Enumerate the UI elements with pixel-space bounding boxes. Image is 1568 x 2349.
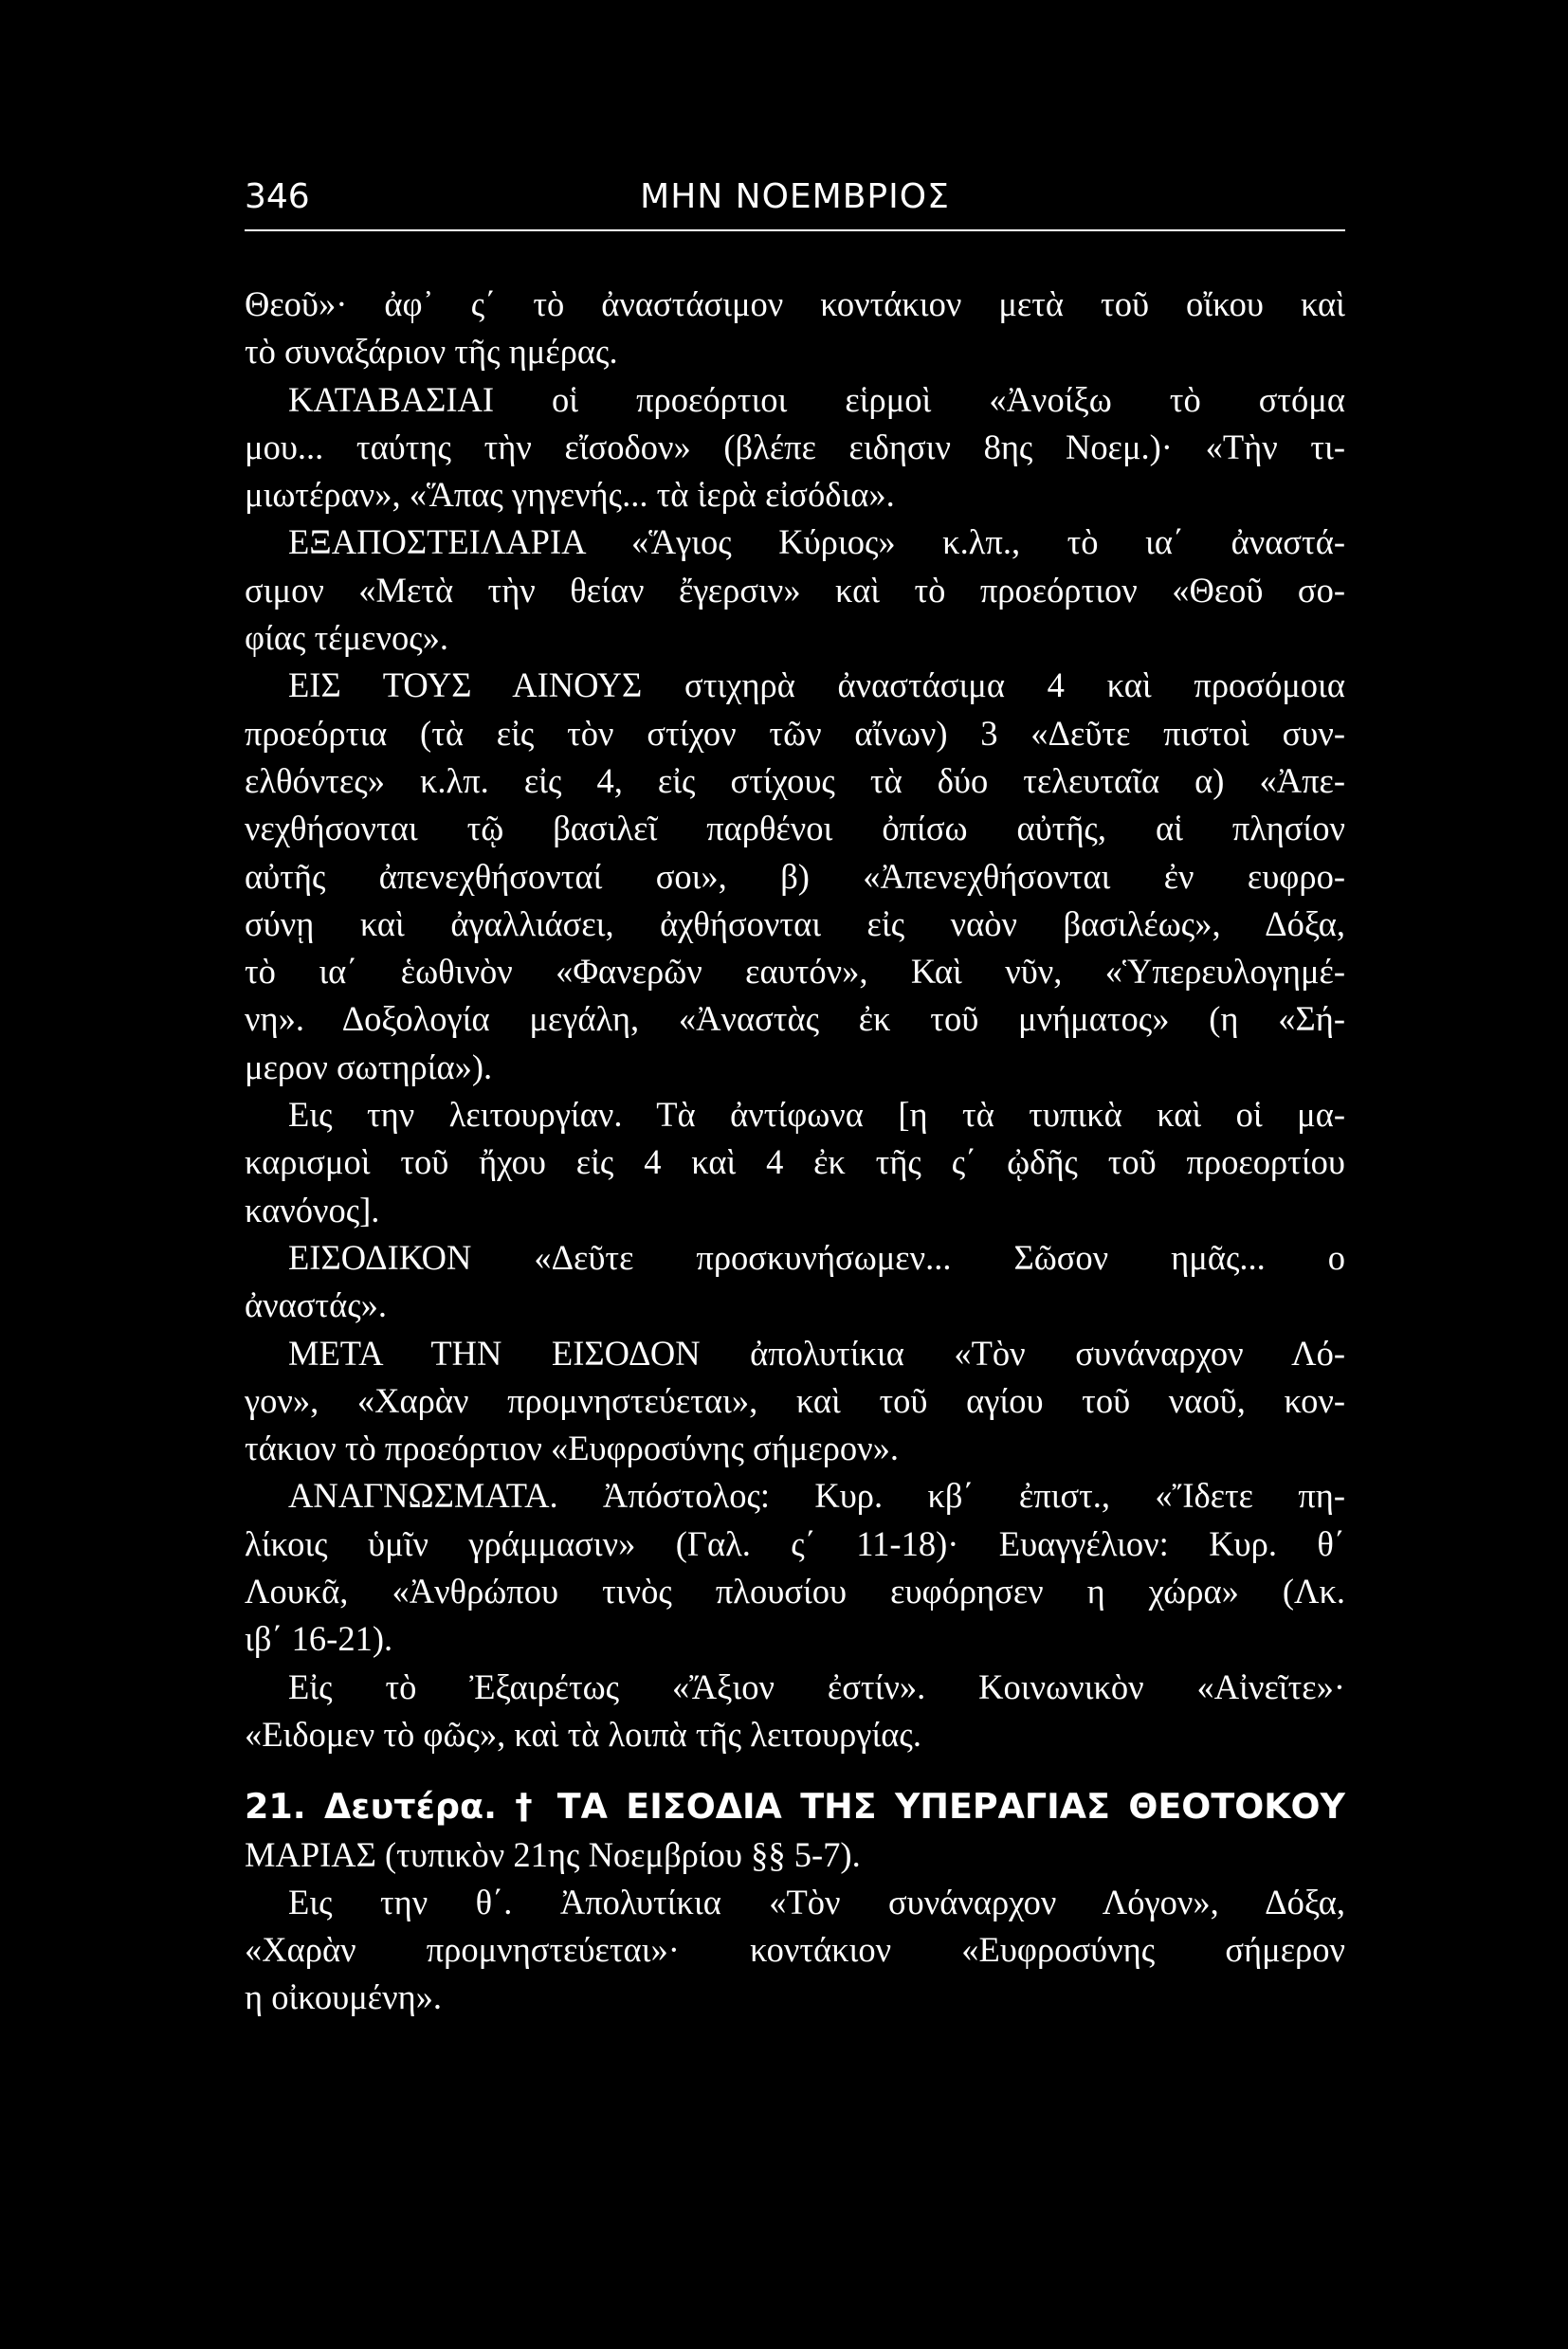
text-line: σιμον «Μετὰ τὴν θείαν ἔγερσιν» καὶ τὸ προεόρτιον «Θεοῦ σο- <box>245 570 1345 610</box>
text-line: νεχθήσονται τῷ βασιλεῖ παρθένοι ὀπίσω αὐτῆς, αἱ πλησίον <box>245 809 1345 848</box>
text-line: «Ειδομεν τὸ φῶς», καὶ τὰ λοιπὰ τῆς λειτουργίας. <box>245 1714 921 1754</box>
text-line: μιωτέραν», «Ἅπας γηγενής... τὰ ἱερὰ εἰσόδια». <box>245 475 895 515</box>
text-line: Εις την λειτουργίαν. Τὰ ἀντίφωνα [η τὰ τυπικὰ καὶ οἱ μα- <box>288 1095 1345 1135</box>
text-line: αὐτῆς ἀπενεχθήσονταί σοι», β) «Ἀπενεχθήσονται ἐν ευφρο- <box>245 856 1345 896</box>
text-line: κανόνος]. <box>245 1190 380 1229</box>
text-line: ελθόντες» κ.λπ. εἰς 4, εἰς στίχους τὰ δύο τελευταῖα α) «Ἀπε- <box>245 760 1345 800</box>
page-number: 346 <box>245 177 310 216</box>
text-line: ΕΙΣ ΤΟΥΣ ΑΙΝΟΥΣ στιχηρὰ ἀναστάσιμα 4 καὶ προσόμοια <box>288 665 1345 705</box>
text-line: Εις την θ΄. Ἀπολυτίκια «Τὸν συνάναρχον Λόγον», Δόξα, <box>288 1882 1345 1921</box>
body-text <box>245 281 1345 2022</box>
text-line: φίας τέμενος». <box>245 618 449 658</box>
text-line: ΜΕΤΑ ΤΗΝ ΕΙΣΟΔΟΝ ἀπολυτίκια «Τὸν συνάναρχον Λό- <box>288 1333 1345 1373</box>
text-line: ιβ΄ 16-21). <box>245 1619 393 1659</box>
text-line: νη». Δοξολογία μεγάλη, «Ἀναστὰς ἐκ τοῦ μνήματος» (η «Σή- <box>245 999 1345 1039</box>
text-line: «Χαρὰν προμνηστεύεται»· κοντάκιον «Ευφροσύνης σήμερον <box>245 1930 1345 1970</box>
text-line: ΚΑΤΑΒΑΣΙΑΙ οἱ προεόρτιοι εἱρμοὶ «Ἀνοίξω τὸ στόμα <box>288 379 1345 419</box>
text-line: Εἰς τὸ Ἐξαιρέτως «Ἄξιον ἐστίν». Κοινωνικὸν «Αἰνεῖτε»· <box>288 1666 1345 1706</box>
text-line: προεόρτια (τὰ εἰς τὸν στίχον τῶν αἴνων) 3 «Δεῦτε πιστοὶ συν- <box>245 713 1345 753</box>
text-line: ἀναστάς». <box>245 1285 388 1325</box>
section-heading: 21. Δευτέρα. † ΤΑ ΕΙΣΟΔΙΑ ΤΗΣ ΥΠΕΡΑΓΙΑΣ ΘΕΟΤΟΚΟΥ <box>245 1786 1345 1828</box>
text-line: τὸ ια΄ ἑωθινὸν «Φανερῶν εαυτόν», Καὶ νῦν, «Ὑπερευλογημέ- <box>245 952 1345 992</box>
text-line: γον», «Χαρὰν προμνηστεύεται», καὶ τοῦ αγίου τοῦ ναοῦ, κον- <box>245 1380 1345 1420</box>
text-line: Λουκᾶ, «Ἀνθρώπου τινὸς πλουσίου ευφόρησεν η χώρα» (Λκ. <box>245 1572 1345 1612</box>
running-title: ΜΗΝ ΝΟΕΜΒΡΙΟΣ <box>640 177 950 216</box>
text-line: η οἰκουμένη». <box>245 1977 443 2017</box>
text-line: τάκιον τὸ προεόρτιον «Ευφροσύνης σήμερον». <box>245 1429 900 1468</box>
section-gap <box>245 1758 1345 1783</box>
text-line: ΑΝΑΓΝΩΣΜΑΤΑ. Ἀπόστολος: Κυρ. κβ΄ ἐπιστ., «Ἴδετε πη- <box>288 1476 1345 1516</box>
text-line: ΜΑΡΙΑΣ (τυπικὸν 21ης Νοεμβρίου §§ 5-7). <box>245 1834 861 1874</box>
text-line: τὸ συναξάριον τῆς ημέρας. <box>245 332 618 372</box>
text-line: σύνῃ καὶ ἀγαλλιάσει, ἀχθήσονται εἰς ναὸν βασιλέως», Δόξα, <box>245 903 1345 943</box>
text-line: ΕΙΣΟΔΙΚΟΝ «Δεῦτε προσκυνήσωμεν... Σῶσον ημᾶς... ο <box>288 1237 1345 1277</box>
text-line: μου... ταύτης τὴν εἴσοδον» (βλέπε ειδησιν 8ης Νοεμ.)· «Τὴν τι- <box>245 427 1345 466</box>
text-line: μερον σωτηρία»). <box>245 1047 493 1086</box>
text-line: λίκοις ὑμῖν γράμμασιν» (Γαλ. ς΄ 11-18)· Ευαγγέλιον: Κυρ. θ΄ <box>245 1523 1345 1563</box>
page-header <box>245 176 1345 231</box>
text-line: ΕΞΑΠΟΣΤΕΙΛΑΡΙΑ «Ἅγιος Κύριος» κ.λπ., τὸ ια΄ ἀναστά- <box>288 522 1345 562</box>
text-line: καρισμοὶ τοῦ ἤχου εἰς 4 καὶ 4 ἐκ τῆς ς΄ ᾠδῆς τοῦ προεορτίου <box>245 1142 1345 1182</box>
text-line: Θεοῦ»· ἀφ᾽ ς΄ τὸ ἀναστάσιμον κοντάκιον μετὰ τοῦ οἴκου καὶ <box>245 284 1345 323</box>
